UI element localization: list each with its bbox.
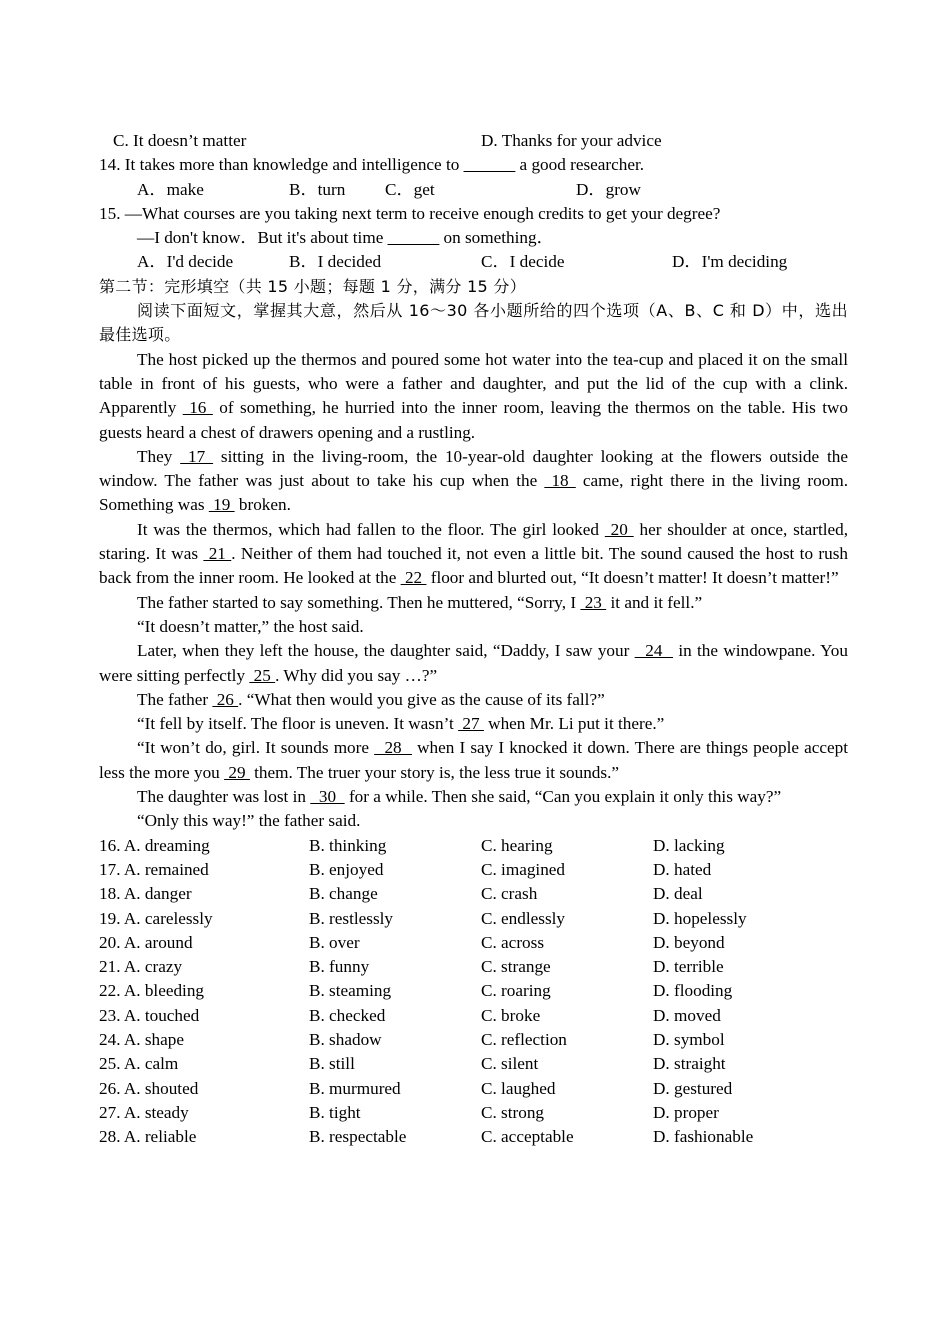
option-b: B. checked: [309, 1005, 386, 1025]
exam-page: [99, 129, 848, 1149]
q15-option-c: C．I decide: [481, 252, 565, 272]
option-d: D. gestured: [653, 1078, 733, 1098]
option-c: C. imagined: [481, 859, 566, 879]
q14-option-c: C．get: [385, 179, 435, 199]
blank-30: 30: [310, 787, 345, 807]
option-b: B. still: [309, 1054, 355, 1074]
option-d: D. terrible: [653, 957, 724, 977]
option-a: 24. A. shape: [99, 1029, 184, 1049]
options-row-19: [99, 907, 848, 931]
option-a: 27. A. steady: [99, 1102, 189, 1122]
option-d: D. hopelessly: [653, 908, 747, 928]
blank-22: 22: [400, 568, 427, 588]
option-b: B. over: [309, 932, 360, 952]
passage-paragraph-7: The father 26 . “What then would you give as the cause of its fall?”: [137, 689, 605, 709]
options-row-16: [99, 834, 848, 858]
option-a: 22. A. bleeding: [99, 981, 205, 1001]
options-row-21: [99, 955, 848, 979]
blank-28: 28: [374, 738, 412, 758]
option-a: 26. A. shouted: [99, 1078, 199, 1098]
q15-options: [99, 250, 848, 274]
option-d: D. symbol: [653, 1029, 725, 1049]
option-c: C. roaring: [481, 981, 551, 1001]
option-b: B. restlessly: [309, 908, 394, 928]
passage-paragraph-9: “It won’t do, girl. It sounds more 28 when I say I knocked it down. There are things people accept less the more you 29 them. The truer your story is, the less true it sounds.”: [99, 738, 848, 782]
passage-paragraph-11: “Only this way!” the father said.: [137, 811, 361, 831]
q14-options: [99, 178, 848, 202]
section-instruction: 阅读下面短文，掌握其大意，然后从 16～30 各小题所给的四个选项（A、B、C 和 D）中，选出最佳选项。: [99, 301, 848, 345]
options-row-24: [99, 1028, 848, 1052]
option-c: C. hearing: [481, 835, 553, 855]
q15-stem: 15. —What courses are you taking next term to receive enough credits to get your degree?: [99, 203, 721, 223]
option-c: C. silent: [481, 1054, 539, 1074]
blank-24: 24: [634, 641, 674, 661]
option-a: 23. A. touched: [99, 1005, 200, 1025]
option-d: D. lacking: [653, 835, 725, 855]
passage-paragraph-6: Later, when they left the house, the daughter said, “Daddy, I saw your 24 in the windowpane. You were sitting perfectly 25 . Why did you say …?”: [99, 641, 848, 685]
options-row-27: [99, 1101, 848, 1125]
q14-blank: ______: [463, 155, 516, 175]
blank-23: 23: [580, 592, 607, 612]
blank-19: 19: [208, 495, 235, 515]
blank-27: 27: [458, 714, 484, 734]
options-row-28: [99, 1125, 848, 1149]
passage-paragraph-4: The father started to say something. Then he muttered, “Sorry, I 23 it and it fell.”: [137, 592, 703, 612]
option-a: 28. A. reliable: [99, 1127, 197, 1147]
blank-20: 20: [604, 519, 634, 539]
passage-paragraph-1: The host picked up the thermos and poured some hot water into the tea-cup and placed it on the small table in front of his guests, who were a father and daughter, and put the lid of the cup with a clink. Apparently 16 of something, he hurried into the inner room, leaving the thermos on the table. His two guests heard a chest of drawers opening and a rustling.: [99, 349, 848, 442]
q15-option-b: B．I decided: [289, 252, 382, 272]
blank-25: 25: [249, 665, 276, 685]
option-c: C. broke: [481, 1005, 541, 1025]
q15-option-a: A．I'd decide: [137, 252, 234, 272]
blank-29: 29: [224, 762, 250, 782]
options-row-18: [99, 882, 848, 906]
q13-option-c: C. It doesn’t matter: [113, 131, 247, 150]
option-a: 17. A. remained: [99, 859, 209, 879]
option-b: B. thinking: [309, 835, 387, 855]
option-c: C. strong: [481, 1102, 545, 1122]
option-a: 20. A. around: [99, 932, 193, 952]
option-c: C. crash: [481, 884, 538, 904]
passage-paragraph-5: “It doesn’t matter,” the host said.: [137, 616, 364, 636]
option-b: B. enjoyed: [309, 859, 384, 879]
blank-18: 18: [544, 471, 576, 491]
passage-paragraph-8: “It fell by itself. The floor is uneven. It wasn’t 27 when Mr. Li put it there.”: [137, 714, 665, 734]
option-b: B. tight: [309, 1102, 361, 1122]
passage-paragraph-3: It was the thermos, which had fallen to the floor. The girl looked 20 her shoulder at once, startled, staring. It was 21 . Neither of them had touched it, not even a little bit. The sound caused the host to rush back from the inner room. He looked at the 22 floor and blurted out, “It doesn’t matter! It doesn’t matter!”: [99, 519, 849, 588]
q14-stem: 14. It takes more than knowledge and intelligence to ______ a good researcher.: [99, 155, 645, 175]
option-d: D. straight: [653, 1054, 726, 1074]
option-d: D. moved: [653, 1005, 721, 1025]
q15-option-d: D．I'm deciding: [672, 252, 788, 272]
option-c: C. reflection: [481, 1029, 567, 1049]
option-d: D. fashionable: [653, 1127, 754, 1147]
option-d: D. deal: [653, 884, 703, 904]
passage-paragraph-2: They 17 sitting in the living-room, the 10-year-old daughter looking at the flowers outside the window. The father was just about to take his cup when the 18 came, right there in the living room. Something was 19 broken.: [99, 446, 849, 515]
options-row-26: [99, 1077, 848, 1101]
q13-option-d: D. Thanks for your advice: [481, 131, 662, 150]
options-row-22: [99, 979, 848, 1003]
option-c: C. acceptable: [481, 1127, 574, 1147]
option-b: B. funny: [309, 957, 370, 977]
q13-options: [99, 129, 848, 153]
options-row-25: [99, 1052, 848, 1076]
option-c: C. across: [481, 932, 545, 952]
options-row-17: [99, 858, 848, 882]
option-b: B. murmured: [309, 1078, 401, 1098]
q15-reply: —I don't know．But it's about time ______ on something．: [137, 228, 554, 248]
q14-option-a: A．make: [137, 179, 204, 199]
option-b: B. steaming: [309, 981, 392, 1001]
option-b: B. respectable: [309, 1127, 407, 1147]
options-row-23: [99, 1004, 848, 1028]
option-d: D. beyond: [653, 932, 725, 952]
q14-option-d: D．grow: [576, 179, 641, 199]
option-a: 16. A. dreaming: [99, 835, 210, 855]
option-c: C. endlessly: [481, 908, 566, 928]
option-c: C. laughed: [481, 1078, 556, 1098]
option-a: 25. A. calm: [99, 1054, 179, 1074]
option-d: D. flooding: [653, 981, 733, 1001]
passage-paragraph-10: The daughter was lost in 30 for a while. Then she said, “Can you explain it only this way?”: [137, 787, 782, 807]
blank-21: 21: [203, 544, 232, 564]
options-list: [99, 834, 848, 1150]
option-d: D. proper: [653, 1102, 719, 1122]
blank-17: 17: [180, 446, 214, 466]
options-row-20: [99, 931, 848, 955]
option-b: B. change: [309, 884, 378, 904]
option-d: D. hated: [653, 859, 712, 879]
option-b: B. shadow: [309, 1029, 382, 1049]
option-a: 18. A. danger: [99, 884, 192, 904]
option-a: 21. A. crazy: [99, 957, 183, 977]
q14-option-b: B．turn: [289, 179, 346, 199]
option-a: 19. A. carelessly: [99, 908, 213, 928]
section-title: 第二节：完形填空（共 15 小题；每题 1 分，满分 15 分）: [99, 276, 527, 296]
blank-26: 26: [212, 689, 239, 709]
q15-blank: ______: [387, 228, 440, 248]
option-c: C. strange: [481, 957, 551, 977]
blank-16: 16: [182, 398, 213, 418]
